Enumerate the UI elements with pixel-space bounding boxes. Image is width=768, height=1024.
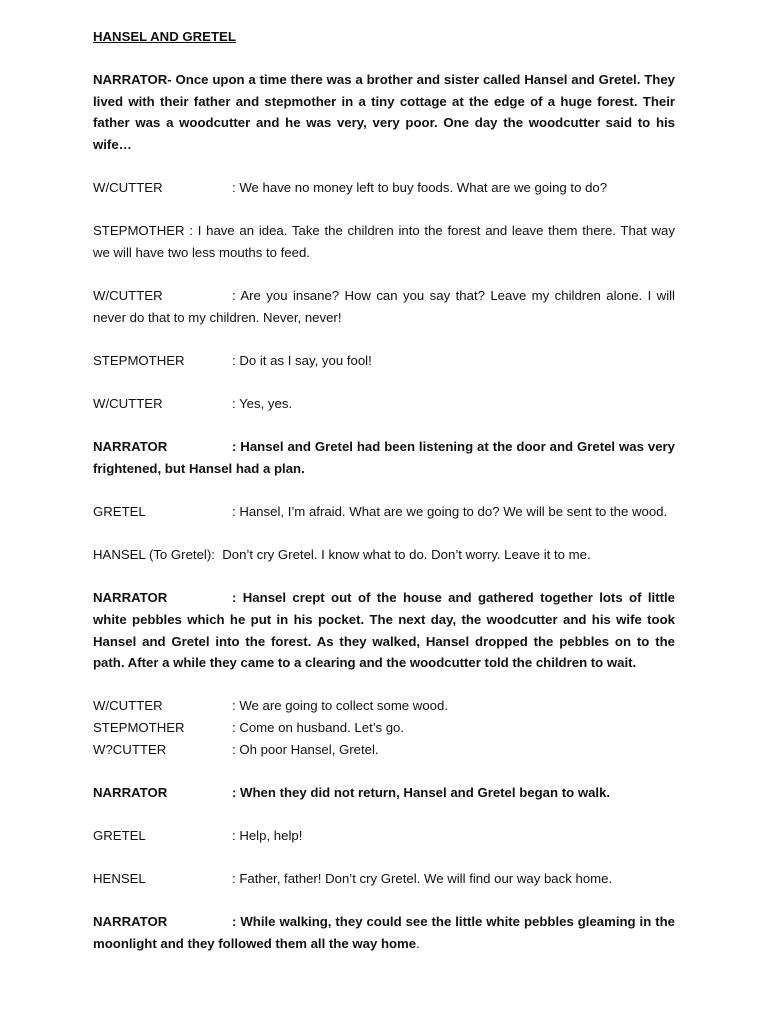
speaker-label: NARRATOR (93, 590, 168, 606)
dialogue-paragraph (93, 393, 675, 415)
dialogue-text: : We have no money left to buy foods. What are we going to do? (232, 180, 608, 196)
dialogue-text: : We are going to collect some wood. (232, 698, 448, 714)
dialogue-paragraph (93, 177, 675, 199)
narrator-paragraph (93, 911, 675, 954)
dialogue-text: Don’t cry Gretel. I know what to do. Don’t worry. Leave it to me. (222, 547, 591, 563)
dialogue-line (93, 717, 675, 739)
dialogue-text: : Come on husband. Let’s go. (232, 720, 405, 735)
speaker-label: GRETEL (93, 827, 146, 843)
narrator-paragraph (93, 69, 675, 155)
dialogue-text: : Hansel, I’m afraid. What are we going to do? We will be sent to the wood. (232, 504, 668, 520)
speaker-label: W/CUTTER (93, 698, 163, 714)
speaker-label: STEPMOTHER (93, 223, 185, 239)
dialogue-paragraph (93, 825, 675, 847)
speaker-label: HANSEL (To Gretel): (93, 547, 215, 563)
speaker-label: W/CUTTER (93, 396, 163, 412)
dialogue-paragraph (93, 285, 675, 328)
speaker-label: NARRATOR- (93, 72, 172, 88)
document-title: HANSEL AND GRETEL (93, 29, 236, 44)
dialogue-line (93, 695, 675, 717)
dialogue-text: : Hansel and Gretel had been listening at the door and Gretel was very frightened, but Hansel had a plan. (93, 439, 675, 476)
speaker-label: W/CUTTER (93, 288, 163, 304)
narrator-paragraph (93, 587, 675, 673)
speaker-label: STEPMOTHER (93, 352, 185, 368)
dialogue-text: : Help, help! (232, 827, 303, 843)
dialogue-text: : Are you insane? How can you say that? Leave my children alone. I will never do that to my children. Never, never! (93, 288, 675, 325)
speaker-label: GRETEL (93, 504, 146, 520)
dialogue-text: : When they did not return, Hansel and Gretel began to walk. (232, 784, 611, 800)
dialogue-paragraph (93, 501, 675, 523)
speaker-label: HENSEL (93, 871, 146, 887)
dialogue-paragraph (93, 220, 675, 263)
dialogue-text: : Yes, yes. (232, 396, 293, 412)
speaker-label: W/CUTTER (93, 180, 163, 196)
sentence-period: . (416, 935, 420, 951)
script-page (93, 26, 675, 976)
dialogue-text: Once upon a time there was a brother and sister called Hansel and Gretel. They lived with their father and stepmother in a tiny cottage at the edge of a huge forest. Their father was a woodcutter and he was very, very poor. One day the woodcutter said to his wife… (93, 72, 675, 152)
speaker-label: NARRATOR (93, 439, 168, 455)
dialogue-line (93, 739, 675, 761)
dialogue-text: : Father, father! Don’t cry Gretel. We will find our way back home. (232, 871, 613, 887)
dialogue-paragraph (93, 544, 675, 566)
dialogue-text: : I have an idea. Take the children into the forest and leave them there. That way we will have two less mouths to feed. (93, 223, 675, 260)
speaker-label: NARRATOR (93, 914, 168, 930)
narrator-paragraph (93, 436, 675, 479)
narrator-paragraph (93, 782, 675, 804)
dialogue-paragraph (93, 350, 675, 372)
dialogue-text: : Do it as I say, you fool! (232, 352, 372, 368)
dialogue-text: : Hansel crept out of the house and gathered together lots of little white pebbles which he put in his pocket. The next day, the woodcutter and his wife took Hansel and Gretel into the forest. As they walked, Hansel dropped the pebbles on to the path. After a while they came to a clearing and the woodcutter told the children to wait. (93, 590, 675, 671)
dialogue-text: : Oh poor Hansel, Gretel. (232, 741, 379, 757)
speaker-label: W?CUTTER (93, 741, 167, 757)
dialogue-paragraph (93, 868, 675, 890)
speaker-label: STEPMOTHER (93, 720, 185, 735)
speaker-label: NARRATOR (93, 784, 168, 800)
dialogue-text: : While walking, they could see the little white pebbles gleaming in the moonlight and they followed them all the way home (93, 914, 675, 951)
